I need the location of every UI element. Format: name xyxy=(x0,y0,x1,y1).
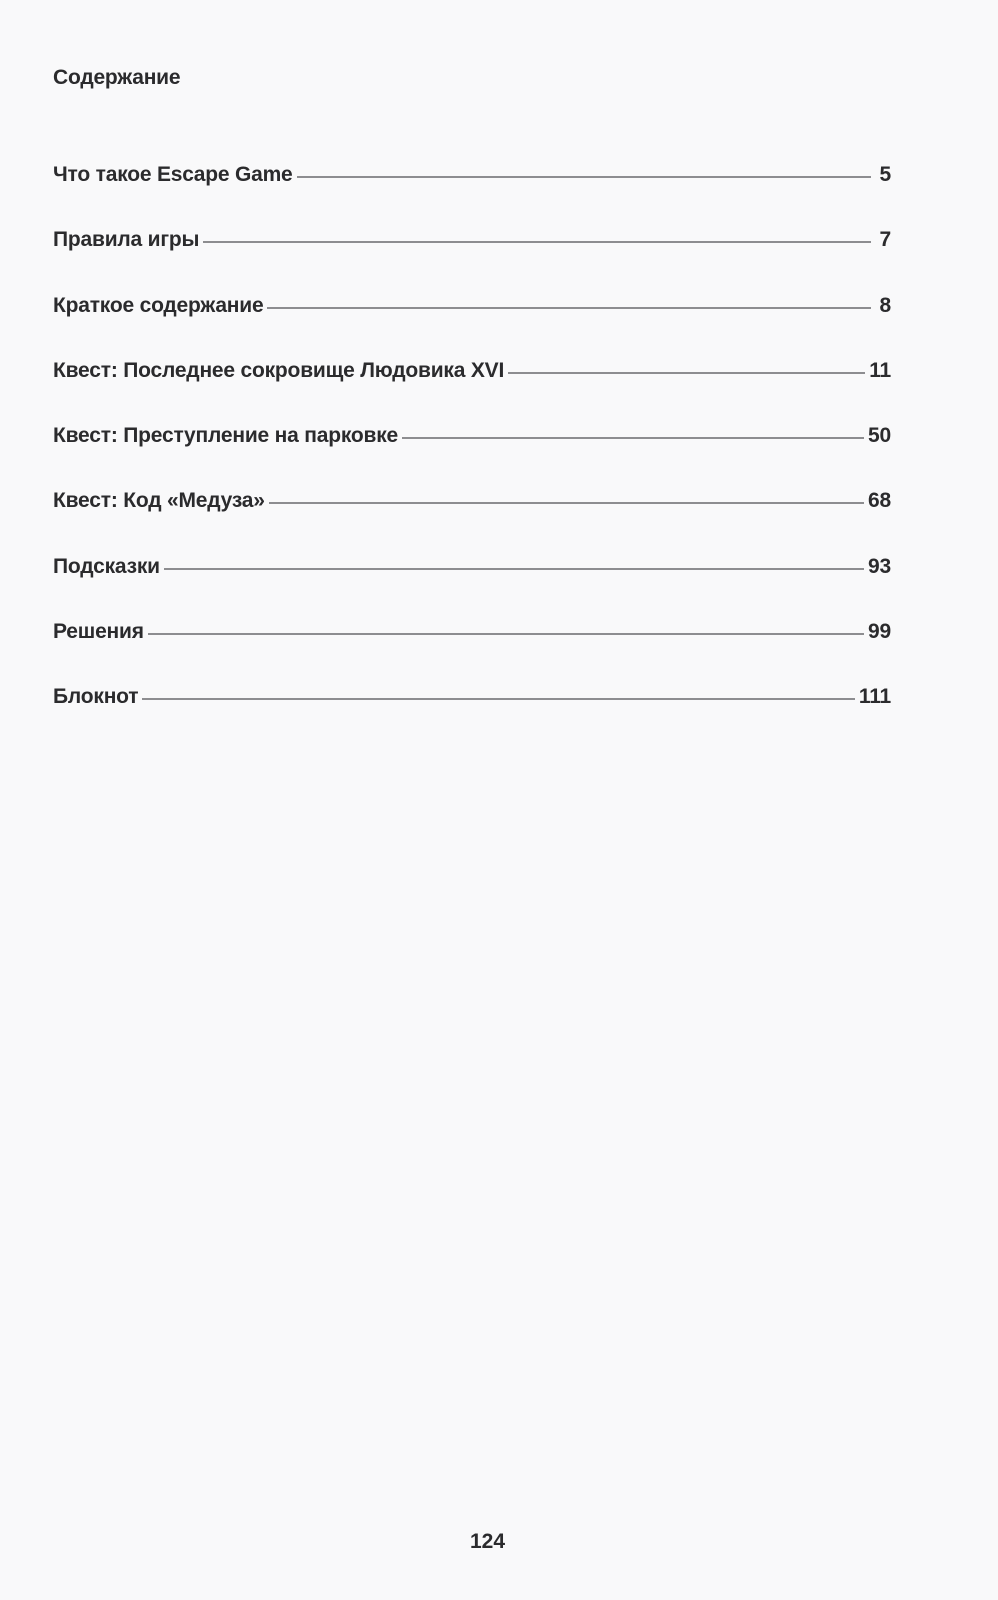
page-number: 124 xyxy=(469,1530,506,1553)
toc-entry-page: 8 xyxy=(879,293,891,317)
toc-heading: Содержание xyxy=(53,66,181,89)
toc-entry xyxy=(53,685,891,750)
toc-entry xyxy=(53,359,891,424)
toc-entry-page: 50 xyxy=(868,424,891,448)
toc-entry-page: 5 xyxy=(879,163,891,186)
toc-entry-page: 93 xyxy=(868,554,891,578)
toc-entry-page: 68 xyxy=(868,489,891,513)
toc-dot-leader xyxy=(203,241,871,243)
toc-entry-title: Подсказки xyxy=(53,554,160,578)
toc-dot-leader xyxy=(297,176,871,178)
toc-entry-title: Правила игры xyxy=(53,228,200,252)
toc-entry-page: 11 xyxy=(869,358,891,382)
toc-dot-leader xyxy=(148,633,864,635)
toc-dot-leader xyxy=(164,568,864,570)
toc-entry-title: Блокнот xyxy=(53,685,139,709)
toc-dot-leader xyxy=(508,372,865,374)
toc-entry xyxy=(53,228,891,293)
toc-entry xyxy=(53,294,891,359)
toc-dot-leader xyxy=(267,307,871,309)
toc-entry xyxy=(53,489,891,554)
toc-entry xyxy=(53,163,891,228)
toc-list xyxy=(53,163,891,751)
toc-entry-title: Квест: Последнее сокровище Людовика XVI xyxy=(53,358,505,382)
toc-entry xyxy=(53,555,891,620)
toc-entry-title: Квест: Код «Медуза» xyxy=(53,489,265,513)
toc-dot-leader xyxy=(142,698,855,700)
toc-entry-title: Решения xyxy=(53,620,144,644)
toc-entry xyxy=(53,424,891,489)
toc-entry xyxy=(53,620,891,685)
toc-entry-page: 99 xyxy=(868,620,891,644)
toc-entry-page: 7 xyxy=(879,228,891,252)
toc-dot-leader xyxy=(269,502,864,504)
toc-entry-title: Квест: Преступление на парковке xyxy=(53,424,399,448)
toc-entry-title: Что такое Escape Game xyxy=(53,163,293,186)
toc-entry-title: Краткое содержание xyxy=(53,293,264,317)
toc-entry-page: 111 xyxy=(858,685,891,709)
toc-dot-leader xyxy=(402,437,864,439)
